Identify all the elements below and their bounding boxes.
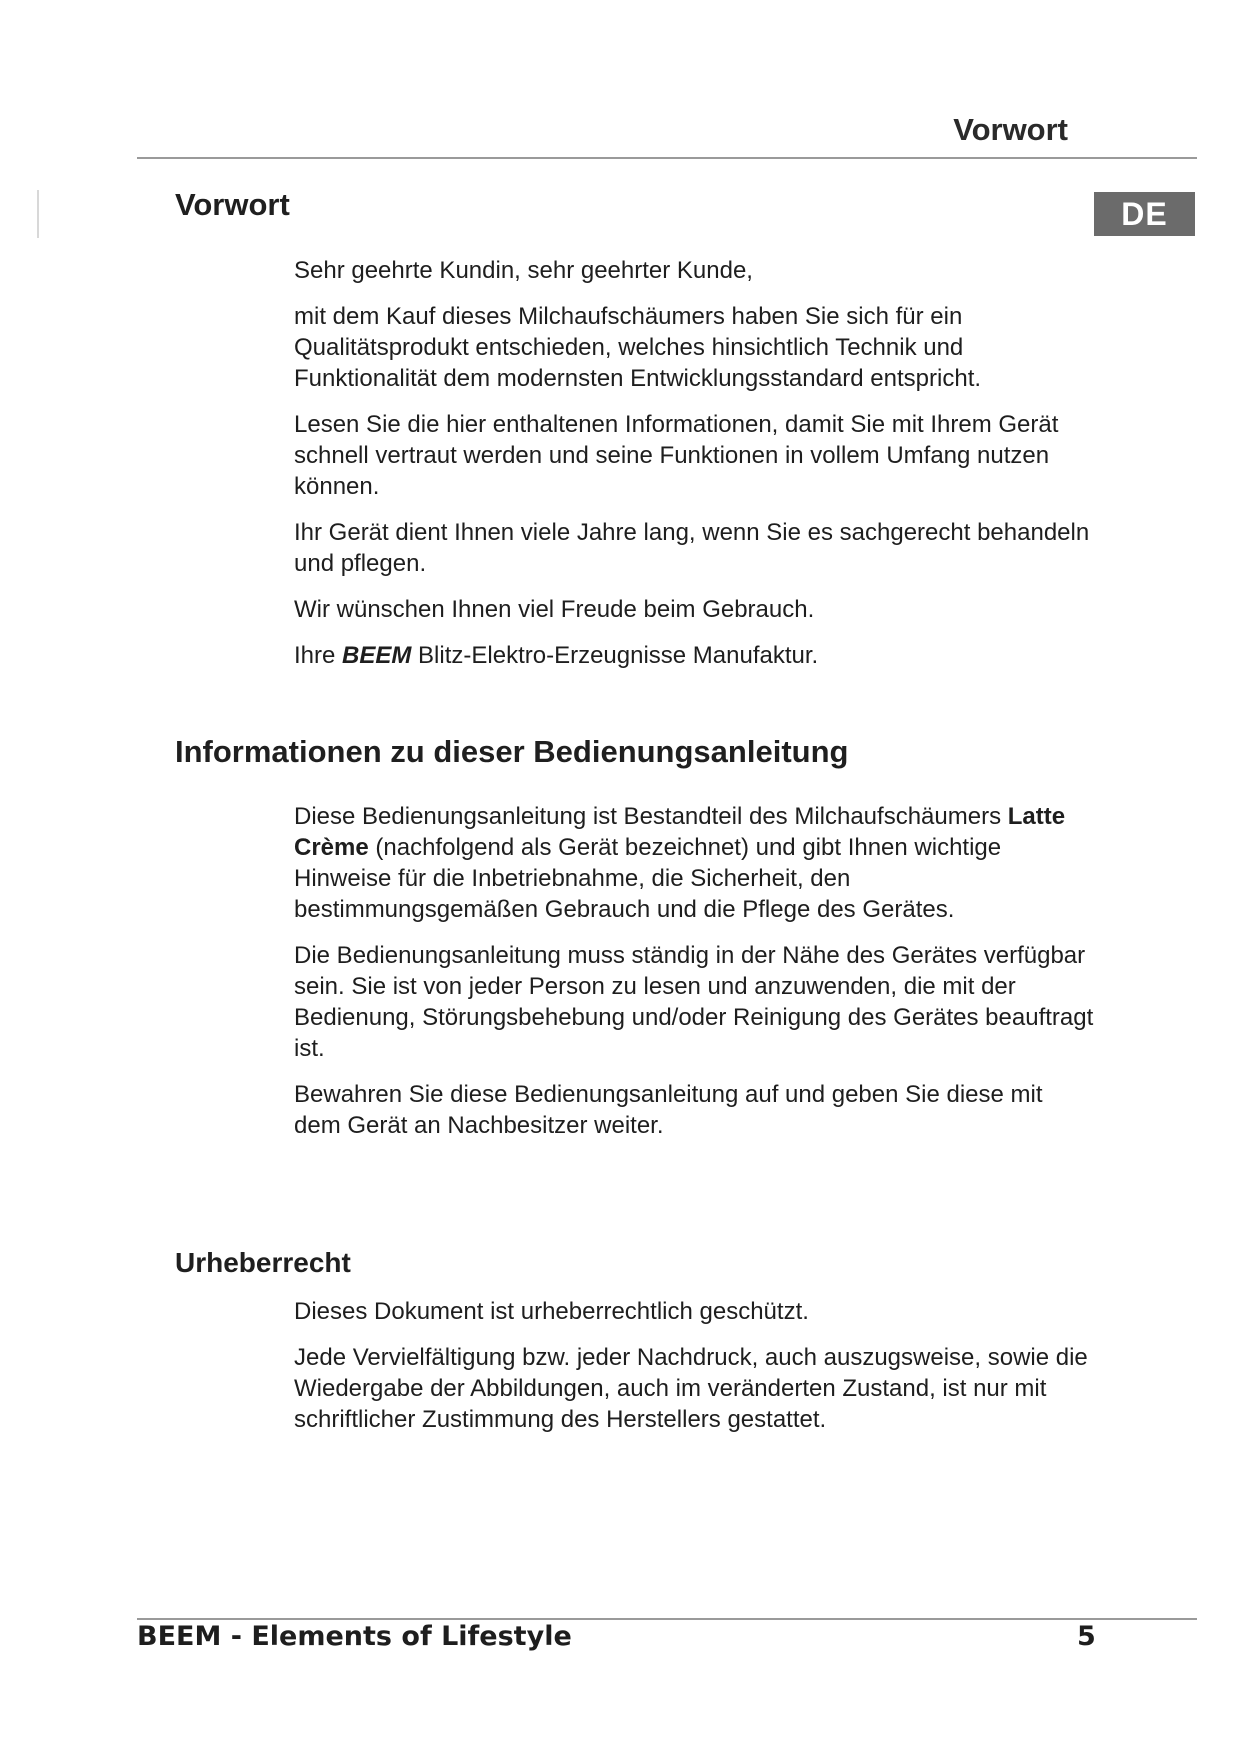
footer-rule: [137, 1618, 1197, 1620]
section-body-copyright: [294, 1296, 1094, 1450]
section-title-info: Informationen zu dieser Bedienungsanleitung: [175, 734, 849, 769]
footer-brand: BEEM - Elements of Lifestyle: [137, 1621, 572, 1652]
paragraph: Ihr Gerät dient Ihnen viele Jahre lang, wenn Sie es sachgerecht behandeln und pflegen.: [294, 519, 1090, 577]
header-rule: [137, 157, 1197, 159]
signature-suffix: Blitz-Elektro-Erzeugnisse Manufaktur.: [411, 642, 819, 669]
section-title-vorwort: Vorwort: [175, 187, 290, 222]
language-badge: DE: [1094, 192, 1195, 236]
paragraph: Lesen Sie die hier enthaltenen Informationen, damit Sie mit Ihrem Gerät schnell vertraut werden und seine Funktionen in vollem Umfang nutzen können.: [294, 411, 1059, 500]
brand-name: BEEM: [342, 642, 412, 669]
paragraph: [294, 801, 1094, 925]
page-number: 5: [1077, 1621, 1096, 1652]
signature-paragraph: [294, 640, 1094, 671]
product-name: Latte Crème: [294, 803, 1066, 861]
signature-prefix: Ihre: [294, 642, 343, 669]
paragraph: mit dem Kauf dieses Milchaufschäumers haben Sie sich für ein Qualitätsprodukt entschieden, welches hinsichtlich Technik und Funktionalität dem modernsten Entwicklungsstandard entspricht.: [294, 303, 982, 392]
paragraph: Dieses Dokument ist urheberrechtlich geschützt.: [294, 1298, 809, 1325]
paragraph: Bewahren Sie diese Bedienungsanleitung auf und geben Sie diese mit dem Gerät an Nachbesitzer weiter.: [294, 1081, 1043, 1139]
paragraph: Wir wünschen Ihnen viel Freude beim Gebrauch.: [294, 596, 815, 623]
paragraph: Jede Vervielfältigung bzw. jeder Nachdruck, auch auszugsweise, sowie die Wiedergabe der Abbildungen, auch im veränderten Zustand, ist nur mit schriftlicher Zustimmung des Herstellers gestattet.: [294, 1344, 1088, 1433]
margin-mark: [37, 190, 39, 238]
paragraph-text: Diese Bedienungsanleitung ist Bestandteil des Milchaufschäumers: [294, 803, 1008, 830]
section-body-info: [294, 801, 1094, 1156]
paragraph-text: (nachfolgend als Gerät bezeichnet) und gibt Ihnen wichtige Hinweise für die Inbetriebnahme, die Sicherheit, den bestimmungsgemäßen Gebrauch und die Pflege des Gerätes.: [294, 834, 1002, 923]
greeting-paragraph: Sehr geehrte Kundin, sehr geehrter Kunde,: [294, 257, 753, 284]
section-title-copyright: Urheberrecht: [175, 1247, 351, 1278]
paragraph: Die Bedienungsanleitung muss ständig in der Nähe des Gerätes verfügbar sein. Sie ist von jeder Person zu lesen und anzuwenden, die mit der Bedienung, Störungsbehebung und/oder Reinigung des Gerätes beauftragt ist.: [294, 942, 1094, 1062]
section-body-vorwort: [294, 255, 1094, 686]
page-header-title: Vorwort: [953, 112, 1068, 147]
